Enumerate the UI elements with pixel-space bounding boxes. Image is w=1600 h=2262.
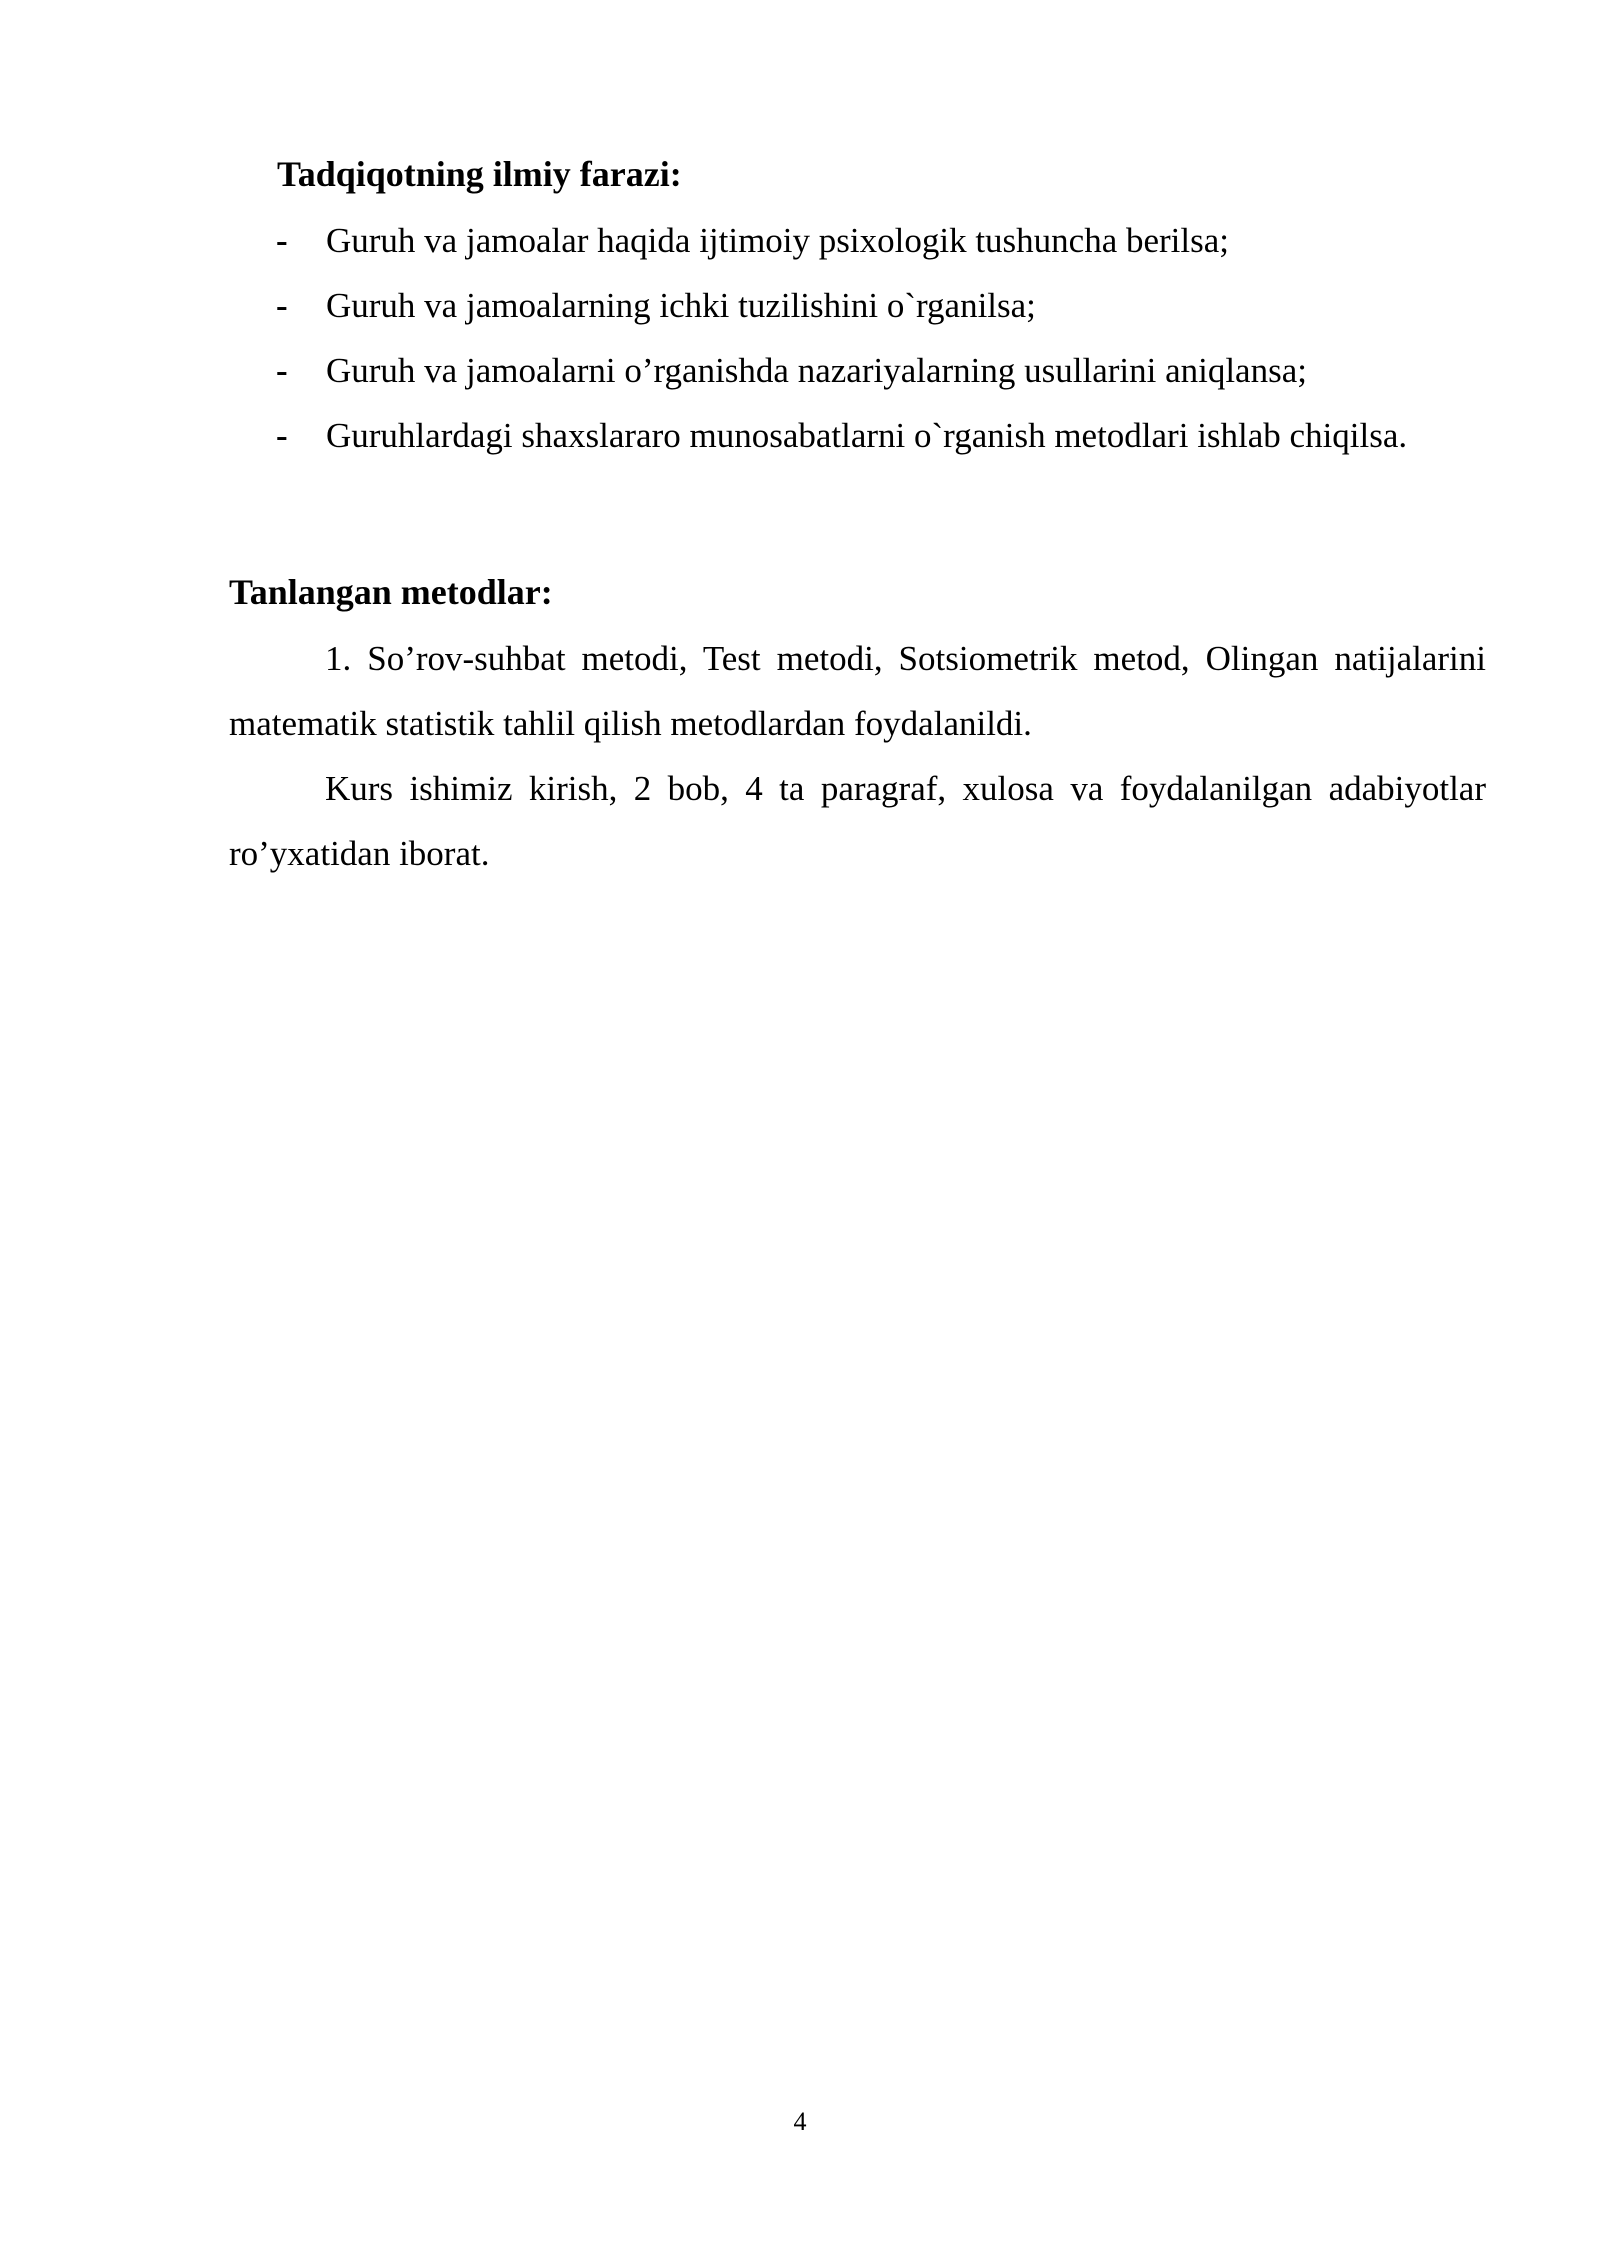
- list-item-text: Guruh va jamoalar haqida ijtimoiy psixologik tushuncha berilsa;: [326, 221, 1230, 260]
- page-number: 4: [793, 2107, 807, 2136]
- hypothesis-heading: Tadqiqotning ilmiy farazi:: [277, 154, 682, 194]
- dash-bullet-icon: -: [276, 351, 288, 390]
- structure-paragraph: Kurs ishimiz kirish, 2 bob, 4 ta paragraf, xulosa va foydalanilgan adabiyotlar ro’yxatidan iborat.: [229, 769, 1486, 873]
- methods-heading: Tanlangan metodlar:: [229, 572, 553, 612]
- methods-paragraph: 1. So’rov-suhbat metodi, Test metodi, Sotsiometrik metod, Olingan natijalarini matematik statistik tahlil qilish metodlardan foydalanildi.: [229, 639, 1486, 743]
- list-item-text: Guruhlardagi shaxslararo munosabatlarni o`rganish metodlari ishlab chiqilsa.: [326, 416, 1408, 455]
- list-item-text: Guruh va jamoalarning ichki tuzilishini o`rganilsa;: [326, 286, 1036, 325]
- dash-bullet-icon: -: [276, 286, 288, 325]
- dash-bullet-icon: -: [276, 221, 288, 260]
- dash-bullet-icon: -: [276, 416, 288, 455]
- list-item: [274, 208, 1486, 273]
- hypothesis-list: [274, 208, 1486, 468]
- list-item-text: Guruh va jamoalarni o’rganishda nazariyalarning usullarini aniqlansa;: [326, 351, 1307, 390]
- list-item: [274, 273, 1486, 338]
- list-item: [274, 403, 1486, 468]
- list-item: [274, 338, 1486, 403]
